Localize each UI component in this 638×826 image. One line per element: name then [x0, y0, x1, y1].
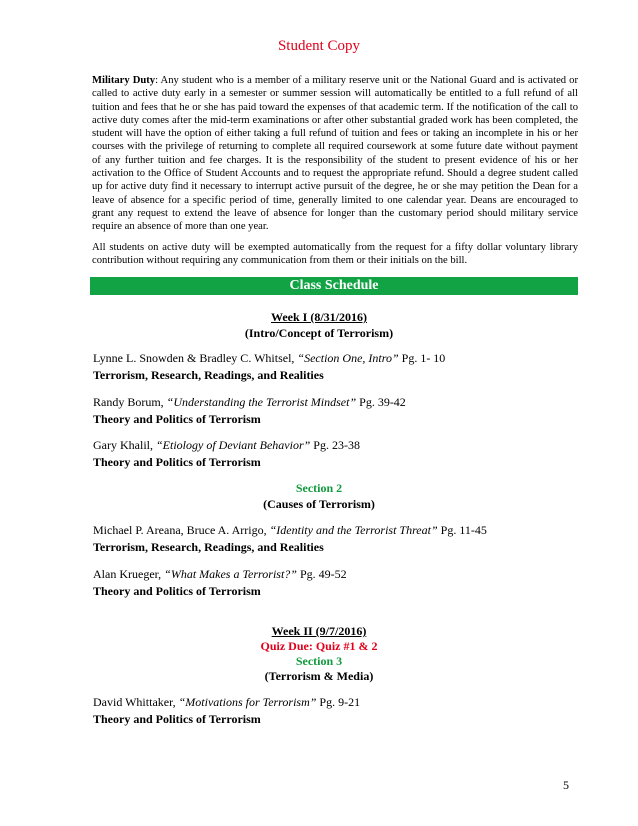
reading-title: “Section One, Intro”: [297, 351, 399, 365]
reading-book: Terrorism, Research, Readings, and Realities: [93, 540, 324, 554]
reading-reference: [93, 394, 593, 411]
reading-entry: [93, 522, 593, 556]
reading-authors: Alan Krueger,: [93, 567, 165, 581]
reading-authors: Gary Khalil,: [93, 438, 156, 452]
reading-authors: David Whittaker,: [93, 695, 179, 709]
reading-title: “Identity and the Terrorist Threat”: [269, 523, 438, 537]
reading-reference: [93, 694, 593, 711]
week1-heading: Week I (8/31/2016): [271, 310, 367, 324]
reading-pages: Pg. 39-42: [356, 395, 406, 409]
reading-authors: Randy Borum,: [93, 395, 167, 409]
reading-reference: [93, 350, 593, 367]
reading-entry: [93, 566, 593, 600]
section2-heading: Section 2: [295, 481, 343, 495]
page-number: 5: [563, 778, 569, 792]
reading-entry: [93, 350, 593, 384]
reading-title: “Understanding the Terrorist Mindset”: [166, 395, 357, 409]
quiz-due-notice: Quiz Due: Quiz #1 & 2: [260, 639, 378, 653]
reading-entry: [93, 437, 593, 471]
reading-book: Theory and Politics of Terrorism: [93, 712, 261, 726]
reading-entry: [93, 694, 593, 728]
reading-reference: [93, 566, 593, 583]
military-duty-label: Military Duty: [92, 75, 156, 86]
reading-book: Theory and Politics of Terrorism: [93, 412, 261, 426]
reading-authors: Michael P. Areana, Bruce A. Arrigo,: [93, 523, 270, 537]
week1-subtitle: (Intro/Concept of Terrorism): [244, 326, 394, 340]
reading-pages: Pg. 11-45: [437, 523, 487, 537]
reading-pages: Pg. 1- 10: [398, 351, 446, 365]
section3-heading: Section 3: [295, 654, 343, 668]
reading-pages: Pg. 9-21: [316, 695, 361, 709]
section2-subtitle: (Causes of Terrorism): [263, 497, 375, 511]
section3-subtitle: (Terrorism & Media): [264, 669, 374, 683]
reading-reference: [93, 437, 593, 454]
reading-pages: Pg. 23-38: [310, 438, 360, 452]
reading-title: “What Makes a Terrorist?”: [164, 567, 297, 581]
class-schedule-banner: Class Schedule: [90, 277, 578, 295]
reading-pages: Pg. 49-52: [296, 567, 347, 581]
reading-reference: [93, 522, 593, 539]
military-duty-paragraph: [92, 74, 578, 234]
reading-authors: Lynne L. Snowden & Bradley C. Whitsel,: [93, 351, 298, 365]
reading-book: Terrorism, Research, Readings, and Realities: [93, 368, 324, 382]
reading-book: Theory and Politics of Terrorism: [93, 584, 261, 598]
reading-entry: [93, 394, 593, 428]
week2-heading: Week II (9/7/2016): [271, 624, 367, 638]
reading-title: “Motivations for Terrorism”: [178, 695, 317, 709]
page-title: Student Copy: [277, 38, 361, 54]
military-duty-text: : Any student who is a member of a military reserve unit or the National Guard and is activated or called to active duty early in a semester or summer session will automatically be entitled to a full refund of all tuition and fees that he or she has paid toward the expenses of that academic term. If the notification of the call to active duty comes after the mid-term examinations or after other substantial graded work has been completed, the student will have the option of either taking a full refund of tuition and fees or taking an incomplete in his or her courses with the privilege of returning to complete all required coursework at some future date without payment of any further tuition and fee charges. It is the responsibility of the student to present evidence of his or her activation to the Office of Student Accounts and to request the appropriate refund. Should a degree student called up for active duty find it necessary to interrupt active pursuit of the degree, he or she may petition the Dean for a leave of absence for a specific period of time, generally limited to one calendar year. Deans are encouraged to grant any request to extend the leave of absence for longer than the customary period should military service require an absence of more than one year.: [92, 75, 578, 233]
library-contribution-paragraph: All students on active duty will be exempted automatically from the request for a fifty dollar voluntary library contribution without requiring any communication from them or their initials on the bill.: [92, 242, 578, 267]
reading-book: Theory and Politics of Terrorism: [93, 455, 261, 469]
reading-title: “Etiology of Deviant Behavior”: [155, 438, 311, 452]
